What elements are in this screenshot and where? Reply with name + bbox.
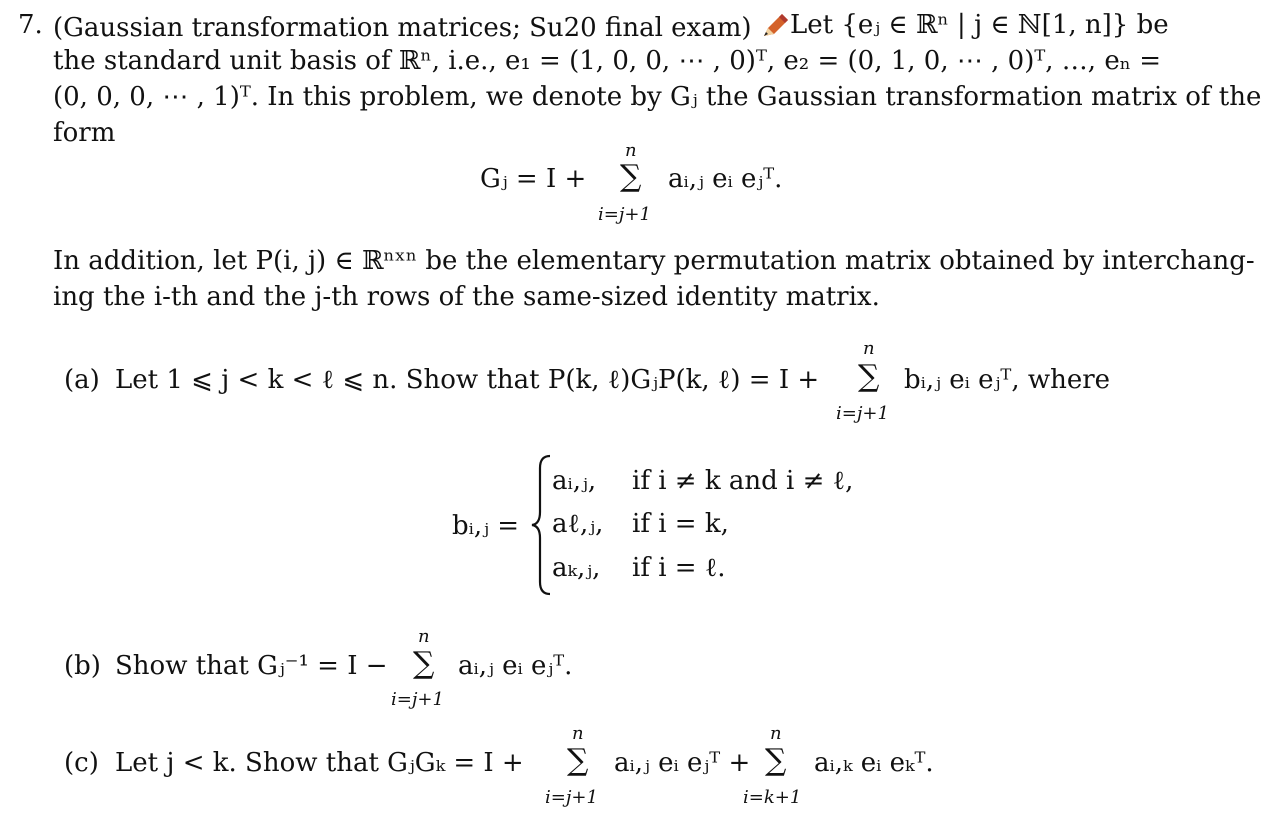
main-equation-term: aᵢ,ⱼ eᵢ eⱼᵀ. — [668, 164, 783, 194]
part-c-term-1: aᵢ,ⱼ eᵢ eⱼᵀ + — [614, 748, 751, 778]
part-c-sum2-symbol: ∑ — [765, 743, 787, 778]
problem-title — [53, 12, 790, 45]
case-1-value: aᵢ,ⱼ, — [552, 466, 597, 496]
part-b-sum-lower: i=j+1 — [391, 689, 444, 710]
case-2-condition: if i = k, — [632, 509, 729, 539]
part-c-sum2-lower: i=k+1 — [743, 787, 802, 808]
sum-lower: i=j+1 — [598, 204, 651, 225]
problem-number: 7. — [18, 10, 43, 40]
case-1-condition: if i ≠ k and i ≠ ℓ, — [632, 466, 854, 496]
intro-line-3: (0, 0, 0, ⋯ , 1)ᵀ. In this problem, we denote by Gⱼ the Gaussian transformation matrix of the — [53, 82, 1262, 112]
intro-line-2: the standard unit basis of ℝⁿ, i.e., e₁ = (1, 0, 0, ⋯ , 0)ᵀ, e₂ = (0, 1, 0, ⋯ , 0)ᵀ, …, eₙ = — [53, 46, 1162, 76]
part-c-sum2-upper: n — [770, 723, 782, 744]
part-c-sum1-upper: n — [572, 723, 584, 744]
part-c-term-2: aᵢ,ₖ eᵢ eₖᵀ. — [814, 748, 934, 778]
cases-brace — [530, 454, 554, 596]
case-2-value: aℓ,ⱼ, — [552, 509, 604, 539]
part-a-sum-symbol: ∑ — [858, 359, 880, 394]
intro-line-4: form — [53, 118, 116, 148]
part-a-text: Let 1 ⩽ j < k < ℓ ⩽ n. Show that P(k, ℓ)GⱼP(k, ℓ) = I + — [115, 365, 820, 395]
part-a-label: (a) — [64, 365, 100, 395]
part-b-sum-symbol: ∑ — [413, 646, 435, 681]
part-b-term: aᵢ,ⱼ eᵢ eⱼᵀ. — [458, 651, 573, 681]
sum-symbol: ∑ — [620, 159, 642, 194]
perm-line-2: ing the i-th and the j-th rows of the same-sized identity matrix. — [53, 282, 880, 312]
part-b-label: (b) — [64, 651, 101, 681]
part-a-sum-upper: n — [863, 338, 875, 359]
part-a-sum-lower: i=j+1 — [836, 403, 889, 424]
part-a-term: bᵢ,ⱼ eᵢ eⱼᵀ, where — [904, 365, 1111, 395]
intro-line-1: Let {eⱼ ∈ ℝⁿ | j ∈ ℕ[1, n]} be — [790, 10, 1169, 40]
main-equation-lhs: Gⱼ = I + — [480, 164, 587, 194]
part-b-sum-upper: n — [418, 626, 430, 647]
pencil-icon — [760, 12, 790, 45]
part-c-label: (c) — [64, 748, 99, 778]
part-b-text: Show that Gⱼ⁻¹ = I − — [115, 651, 388, 681]
part-c-sum1-lower: i=j+1 — [545, 787, 598, 808]
part-c-sum1-symbol: ∑ — [567, 743, 589, 778]
case-3-condition: if i = ℓ. — [632, 553, 726, 583]
part-c-text: Let j < k. Show that GⱼGₖ = I + — [115, 748, 524, 778]
cases-lhs: bᵢ,ⱼ = — [452, 511, 520, 541]
perm-line-1: In addition, let P(i, j) ∈ ℝⁿˣⁿ be the elementary permutation matrix obtained by interchang- — [53, 246, 1255, 276]
case-3-value: aₖ,ⱼ, — [552, 553, 601, 583]
sum-upper: n — [625, 140, 637, 161]
problem-title-text: (Gaussian transformation matrices; Su20 final exam) — [53, 13, 752, 43]
